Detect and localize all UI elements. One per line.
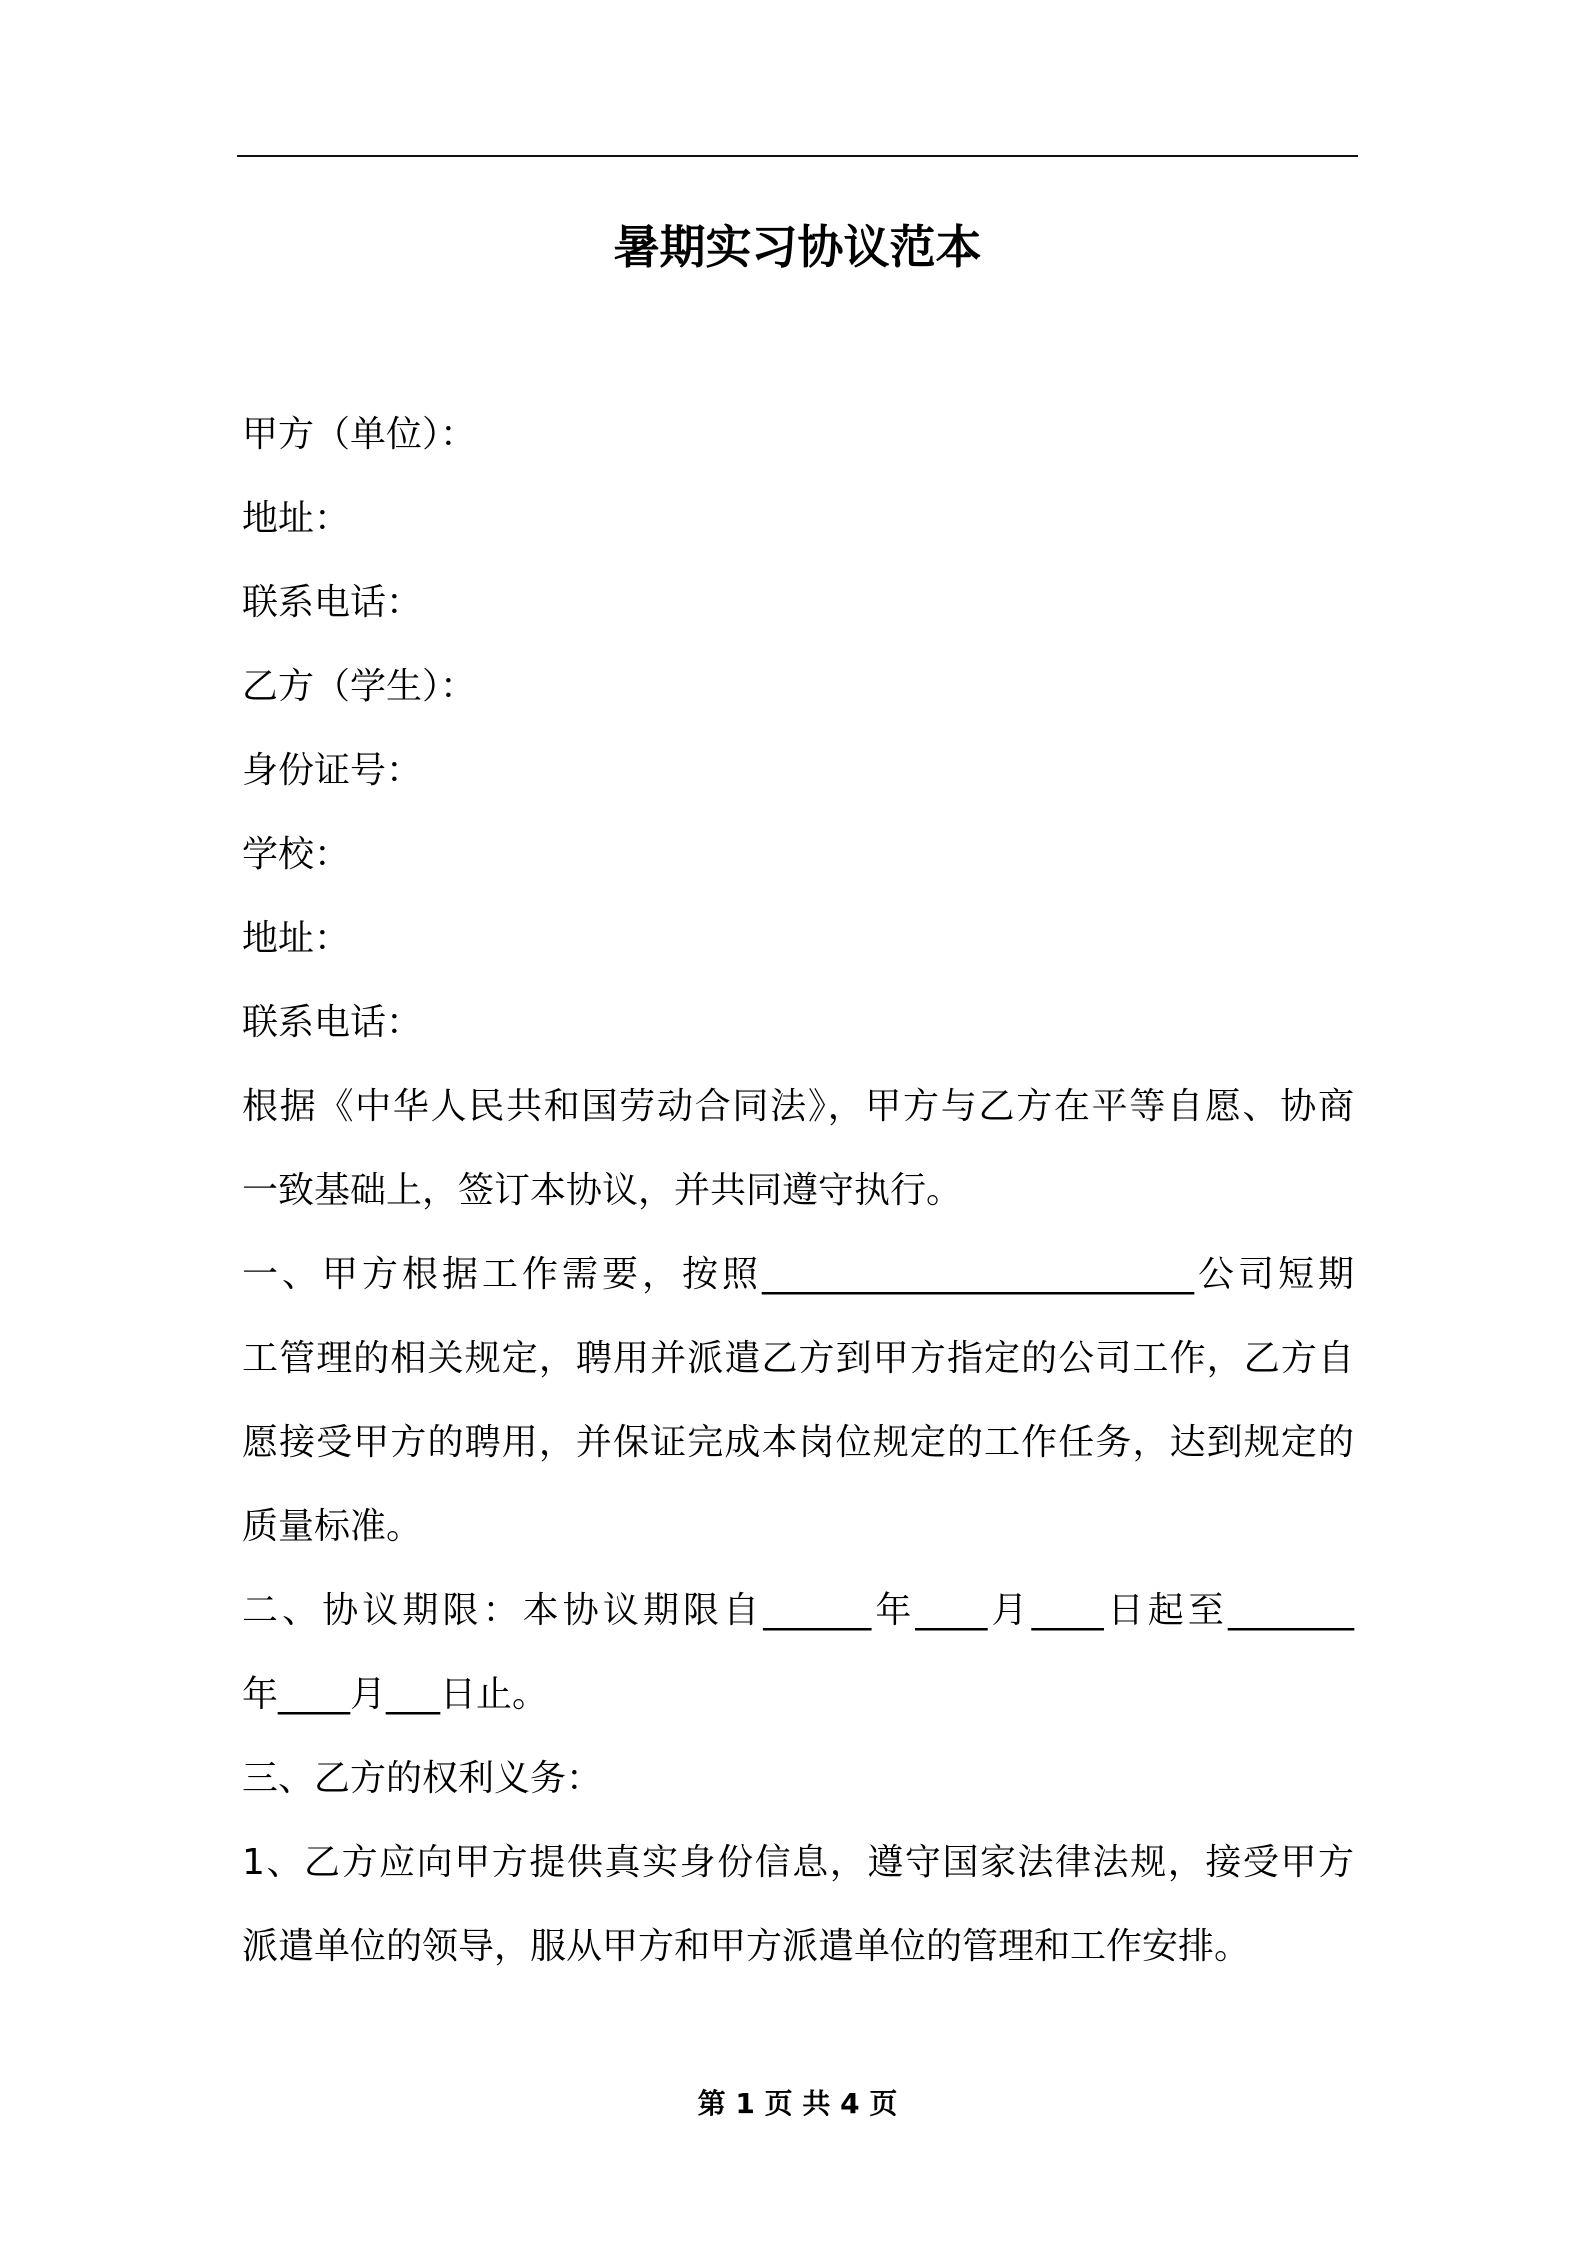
body-line: 三、乙方的权利义务： [242,1758,603,1799]
header-rule [237,155,1358,157]
field-party-b-id: 身份证号： [242,750,423,791]
field-party-a: 甲方（单位）： [242,414,477,455]
body-line: 工管理的相关规定，聘用并派遣乙方到甲方指定的公司工作，乙方自 [242,1338,1354,1379]
body-line: 一致基础上，签订本协议，并共同遵守执行。 [242,1170,963,1211]
body-line: 愿接受甲方的聘用，并保证完成本岗位规定的工作任务，达到规定的 [242,1422,1354,1463]
document-title: 暑期实习协议范本 [613,220,982,274]
field-party-a-address: 地址： [242,498,351,539]
field-party-b-address: 地址： [242,918,351,959]
body-line: 二、协议期限：本协议期限自______年____月____日起至_______ [242,1590,1354,1631]
body-line: 1、乙方应向甲方提供真实身份信息，遵守国家法律法规，接受甲方 [242,1842,1354,1883]
field-party-a-phone: 联系电话： [242,582,423,623]
page-number-footer: 第 1 页 共 4 页 [697,2087,898,2120]
field-party-b-phone: 联系电话： [242,1002,423,1043]
body-line: 一、甲方根据工作需要，按照________________________公司短期 [242,1254,1354,1295]
body-line: 派遣单位的领导，服从甲方和甲方派遣单位的管理和工作安排。 [242,1926,1251,1967]
field-party-b: 乙方（学生）： [242,666,477,707]
body-line: 年____月___日止。 [242,1674,549,1715]
body-line: 质量标准。 [242,1506,423,1547]
body-line: 根据《中华人民共和国劳动合同法》，甲方与乙方在平等自愿、协商 [242,1086,1354,1127]
field-party-b-school: 学校： [242,834,351,875]
